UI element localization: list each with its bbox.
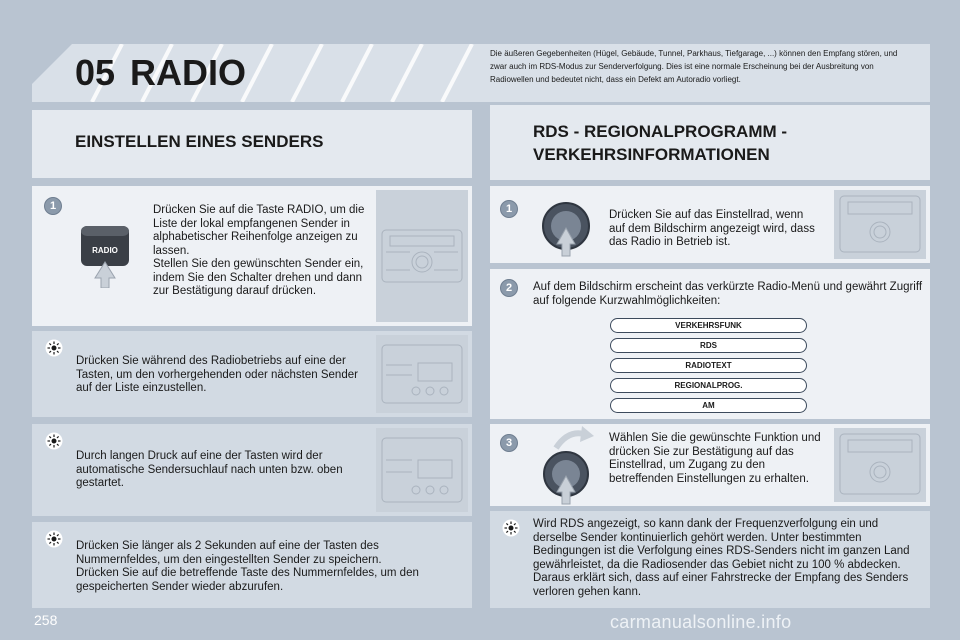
lightbulb-icon [45, 339, 63, 357]
menu-option-rds: RDS [610, 338, 807, 353]
radio-panel-thumbnail [376, 190, 468, 322]
left-tip3-text: Drücken Sie länger als 2 Sekunden auf eine der Tasten des Nummernfeldes, um den eingestellten Sender zu speichern. Drücken Sie auf die betreffende Taste des Nummernfeldes, um den gespeicherten Sender wieder abzurufen. [76, 540, 419, 593]
step-badge: 1 [500, 200, 518, 218]
lightbulb-icon [45, 530, 63, 548]
right-step1-text: Drücken Sie auf das Einstellrad, wenn auf dem Bildschirm angezeigt wird, dass das Radio in Betrieb ist. [609, 209, 815, 248]
radio-button-label: RADIO [92, 246, 118, 255]
right-section-title-line1: RDS - REGIONALPROGRAMM - [533, 122, 788, 141]
menu-option-radiotext: RADIOTEXT [610, 358, 807, 373]
menu-option-am: AM [610, 398, 807, 413]
step-badge: 2 [500, 279, 518, 297]
right-step2-text: Auf dem Bildschirm erscheint das verkürzte Radio-Menü und gewährt Zugriff auf folgende Kurzwahlmöglichkeiten: [533, 281, 923, 307]
chapter-number: 05 [75, 52, 116, 93]
right-section-title-line2: VERKEHRSINFORMATIONEN [533, 145, 770, 164]
intro-note: Die äußeren Gegebenheiten (Hügel, Gebäude, Tunnel, Parkhaus, Tiefgarage, ...) können den Empfang stören, und zwar auch im RDS-Modus zur Senderverfolgung. Dies ist eine normale Erscheinung bei der Ausbreitung von Radiowellen und bedeutet nicht, dass ein Defekt am Autoradio vorliegt. [490, 49, 898, 84]
chapter-title: RADIO [130, 52, 246, 93]
left-step1-text: Drücken Sie auf die Taste RADIO, um die Liste der lokal empfangenen Sender in alphabetischer Reihenfolge anzeigen zu lassen. Stellen Sie den gewünschten Sender ein, indem Sie den Schalter drehen und dann zur Bestätigung darauf drücken. [153, 204, 365, 297]
right-step3-text: Wählen Sie die gewünschte Funktion und drücken Sie zur Bestätigung auf das Einstellrad, um Zugang zu den betreffenden Einstellungen zu erhalten. [609, 432, 821, 485]
page-number: 258 [34, 612, 58, 628]
radio-panel-thumbnail [834, 428, 926, 502]
step-badge: 3 [500, 434, 518, 452]
right-tip-text: Wird RDS angezeigt, so kann dank der Frequenzverfolgung ein und derselbe Sender kontinuierlich gehört werden. Unter bestimmten Bedingungen ist die Verfolgung eines RDS-Senders nicht im ganzen Land gewährleistet, da die Radiosender das Gebiet nicht zu 100 % abdecken. Daraus erklärt sich, dass auf einer Fahrstrecke der Empfang des Senders verloren gehen kann. [533, 518, 910, 598]
menu-option-regionalprog: REGIONALPROG. [610, 378, 807, 393]
step-badge: 1 [44, 197, 62, 215]
left-tip1-text: Drücken Sie während des Radiobetriebs auf eine der Tasten, um den vorhergehenden oder nächsten Sender auf der Liste einzustellen. [76, 355, 358, 394]
radio-panel-thumbnail [834, 190, 926, 259]
rotary-knob-icon [540, 200, 592, 258]
radio-panel-thumbnail [376, 335, 468, 413]
menu-option-verkehrsfunk: VERKEHRSFUNK [610, 318, 807, 333]
left-tip2-text: Durch langen Druck auf eine der Tasten wird der automatische Sendersuchlauf nach unten bzw. oben gestartet. [76, 450, 343, 489]
radio-button-icon [78, 222, 132, 288]
lightbulb-icon [45, 432, 63, 450]
lightbulb-icon [502, 519, 520, 537]
watermark: carmanualsonline.info [610, 612, 792, 632]
left-section-title: EINSTELLEN EINES SENDERS [75, 132, 324, 151]
radio-panel-thumbnail [376, 428, 468, 512]
rotary-knob-turn-icon [538, 424, 598, 506]
